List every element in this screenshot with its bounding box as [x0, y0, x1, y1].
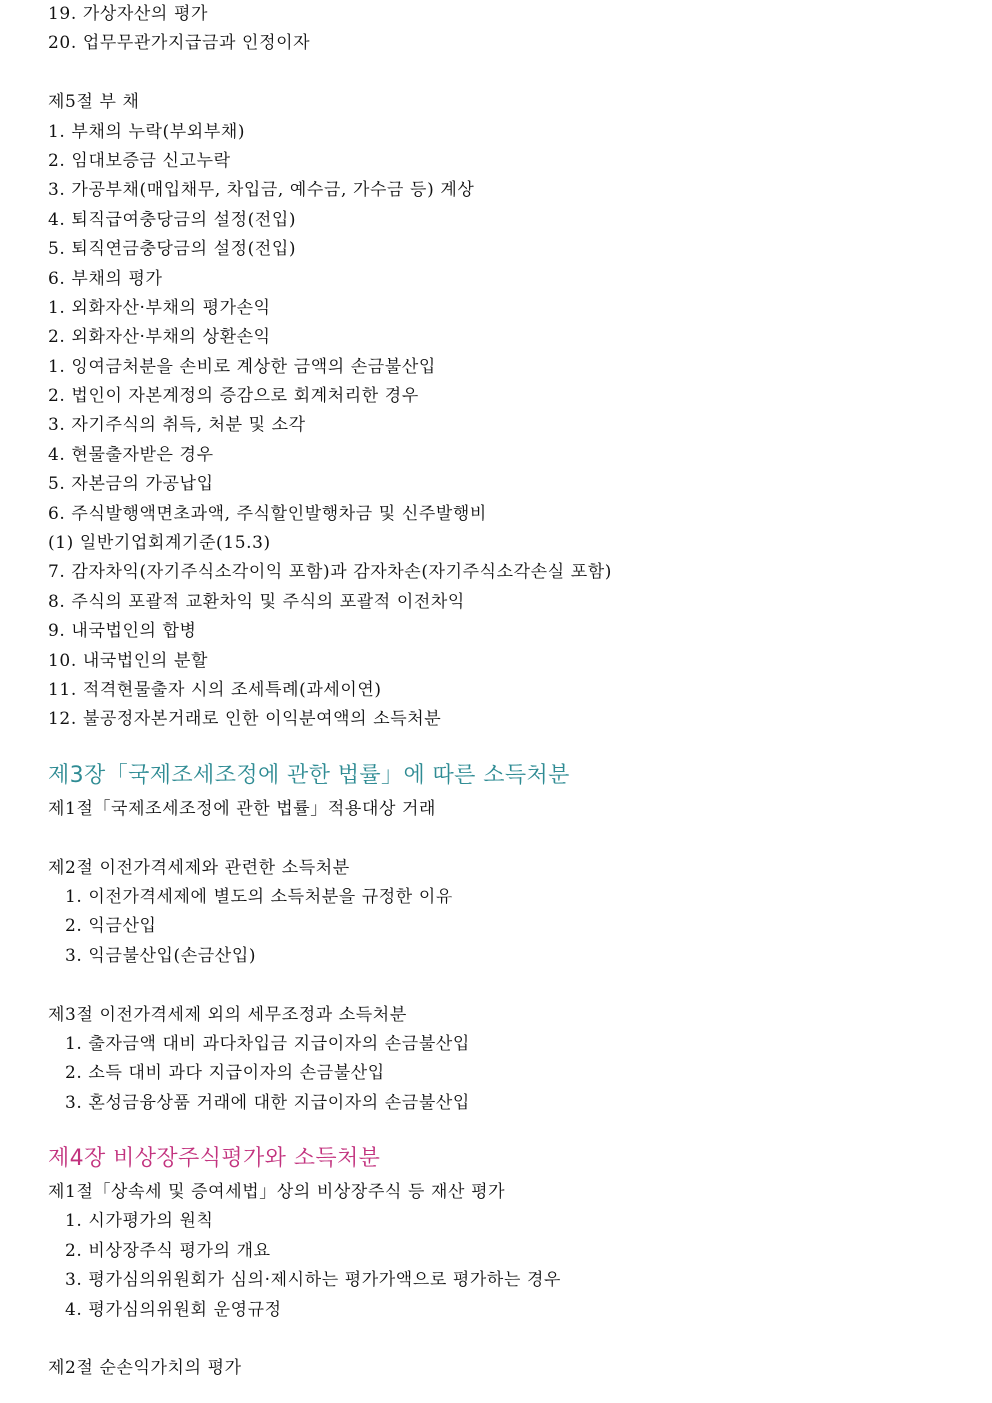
list-item: 2. 임대보증금 신고누락 [48, 150, 231, 171]
section-heading: 제2절 이전가격세제와 관련한 소득처분 [48, 857, 350, 878]
list-item: 2. 소득 대비 과다 지급이자의 손금불산입 [65, 1063, 385, 1084]
list-item: 1. 잉여금처분을 손비로 계상한 금액의 손금불산입 [48, 356, 436, 377]
list-item: 3. 익금불산입(손금산입) [65, 945, 257, 966]
list-item: 4. 현물출자받은 경우 [48, 444, 214, 465]
chapter4-title: 제4장 비상장주식평가와 소득처분 [48, 1146, 381, 1172]
section-heading: 제1절「상속세 및 증여세법」상의 비상장주식 등 재산 평가 [48, 1182, 506, 1203]
list-item: 1. 시가평가의 원칙 [65, 1211, 214, 1232]
list-item: 3. 혼성금융상품 거래에 대한 지급이자의 손금불산입 [65, 1092, 470, 1113]
list-item: 2. 외화자산·부채의 상환손익 [48, 327, 271, 348]
section-heading: 제3절 이전가격세제 외의 세무조정과 소득처분 [48, 1004, 407, 1025]
list-item: 3. 가공부채(매입채무, 차입금, 예수금, 가수금 등) 계상 [48, 180, 475, 201]
list-item: 9. 내국법인의 합병 [48, 621, 197, 642]
section-heading: 제1절「국제조세조정에 관한 법률」적용대상 거래 [48, 798, 437, 819]
list-item: 7. 감자차익(자기주식소각이익 포함)과 감자차손(자기주식소각손실 포함) [48, 562, 613, 583]
list-item: 3. 평가심의위원회가 심의·제시하는 평가가액으로 평가하는 경우 [65, 1270, 562, 1291]
list-item: 19. 가상자산의 평가 [48, 4, 208, 24]
section-heading: 제2절 순손익가치의 평가 [48, 1358, 242, 1379]
list-item: 4. 퇴직급여충당금의 설정(전입) [48, 209, 297, 230]
list-item: 5. 퇴직연금충당금의 설정(전입) [48, 239, 297, 260]
list-item: 6. 부채의 평가 [48, 268, 163, 289]
list-item: 2. 법인이 자본계정의 증감으로 회계처리한 경우 [48, 386, 419, 407]
list-item: 1. 이전가격세제에 별도의 소득처분을 규정한 이유 [65, 886, 453, 907]
list-item: 8. 주식의 포괄적 교환차익 및 주식의 포괄적 이전차익 [48, 591, 465, 612]
list-item: 12. 불공정자본거래로 인한 이익분여액의 소득처분 [48, 709, 442, 730]
list-item: (1) 일반기업회계기준(15.3) [48, 533, 271, 554]
list-item: 1. 부채의 누락(부외부채) [48, 121, 246, 142]
list-item: 1. 외화자산·부채의 평가손익 [48, 297, 271, 318]
document-page [48, 0, 978, 1384]
list-item: 2. 익금산입 [65, 916, 157, 937]
list-item: 4. 평가심의위원회 운영규정 [65, 1299, 282, 1320]
list-item: 1. 출자금액 대비 과다차입금 지급이자의 손금불산입 [65, 1033, 470, 1054]
chapter3-title: 제3장「국제조세조정에 관한 법률」에 따른 소득처분 [48, 762, 570, 788]
list-item: 5. 자본금의 가공납입 [48, 474, 214, 495]
list-item: 6. 주식발행액면초과액, 주식할인발행차금 및 신주발행비 [48, 503, 487, 524]
list-item: 10. 내국법인의 분할 [48, 650, 208, 671]
list-item: 3. 자기주식의 취득, 처분 및 소각 [48, 415, 306, 436]
list-item: 11. 적격현물출자 시의 조세특례(과세이연) [48, 679, 382, 700]
list-item: 2. 비상장주식 평가의 개요 [65, 1240, 271, 1261]
section-heading: 제5절 부 채 [48, 92, 140, 113]
list-item: 20. 업무무관가지급금과 인정이자 [48, 33, 311, 54]
